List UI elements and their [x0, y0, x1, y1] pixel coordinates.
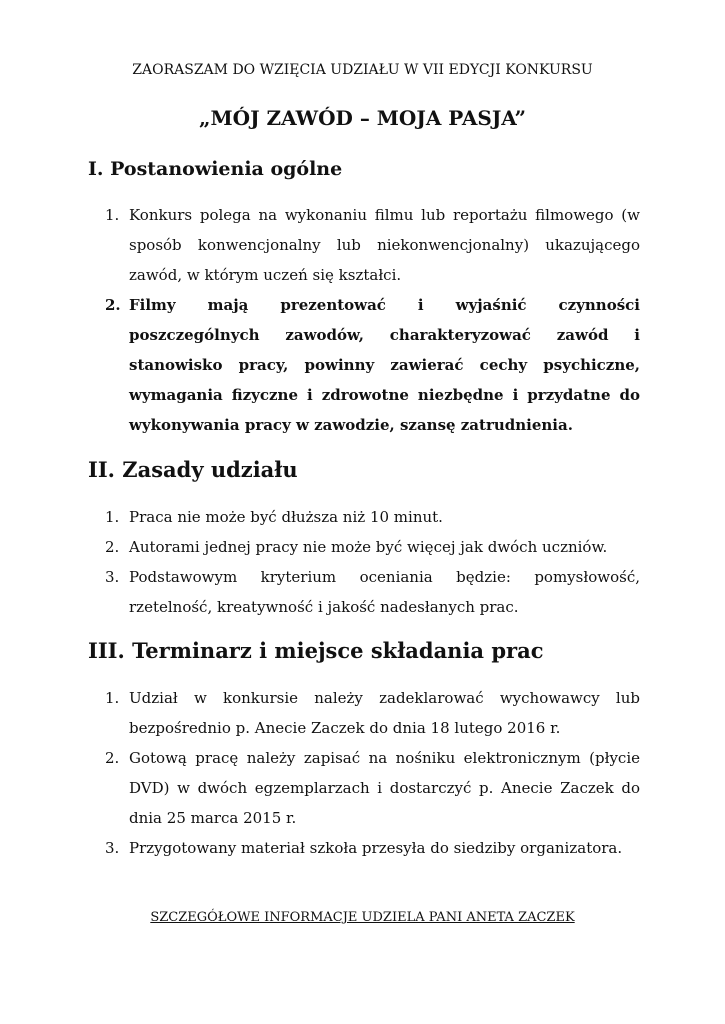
- list-item: [88, 743, 640, 833]
- item-number: 1.: [105, 508, 120, 526]
- item-text: Konkurs polega na wykonaniu filmu lub reportażu filmowego (w sposób konwencjonalny lub niekonwencjonalny) ukazującego zawód, w którym uczeń się kształci.: [129, 206, 640, 284]
- participation-rules-list: [88, 502, 640, 622]
- item-text: Praca nie może być dłuższa niż 10 minut.: [129, 508, 443, 526]
- item-number: 2.: [105, 538, 120, 556]
- list-item: [88, 502, 640, 532]
- item-text: Podstawowym kryterium oceniania będzie: pomysłowość, rzetelność, kreatywność i jakość nadesłanych prac.: [129, 568, 640, 616]
- contact-footer: SZCZEGÓŁOWE INFORMACJE UDZIELA PANI ANETA ZACZEK: [150, 910, 575, 925]
- list-item: [88, 532, 640, 562]
- contest-title: „MÓJ ZAWÓD – MOJA PASJA”: [199, 106, 526, 130]
- list-item: [88, 200, 640, 290]
- list-item: [88, 562, 640, 622]
- general-provisions-list: [88, 200, 640, 440]
- item-number: 1.: [105, 689, 120, 707]
- list-item: [88, 833, 640, 863]
- section-heading-schedule: III. Terminarz i miejsce składania prac: [88, 638, 544, 663]
- item-number: 2.: [105, 296, 121, 314]
- schedule-list: [88, 683, 640, 863]
- list-item: [88, 290, 640, 440]
- item-number: 2.: [105, 749, 120, 767]
- item-text: Przygotowany materiał szkoła przesyła do siedziby organizatora.: [129, 839, 623, 857]
- list-item: [88, 683, 640, 743]
- item-text: Gotową pracę należy zapisać na nośniku elektronicznym (płycie DVD) w dwóch egzemplarzach i dostarczyć p. Anecie Zaczek do dnia 25 marca 2015 r.: [129, 749, 640, 827]
- item-text: Autorami jednej pracy nie może być więcej jak dwóch uczniów.: [129, 538, 608, 556]
- item-text: Udział w konkursie należy zadeklarować wychowawcy lub bezpośrednio p. Anecie Zaczek do dnia 18 lutego 2016 r.: [129, 689, 640, 737]
- invitation-line: ZAORASZAM DO WZIĘCIA UDZIAŁU W VII EDYCJI KONKURSU: [132, 62, 593, 78]
- item-number: 1.: [105, 206, 120, 224]
- item-number: 3.: [105, 839, 120, 857]
- item-number: 3.: [105, 568, 120, 586]
- section-heading-participation-rules: II. Zasady udziału: [88, 457, 298, 482]
- item-text: Filmy mają prezentować i wyjaśnić czynności poszczególnych zawodów, charakteryzować zawód i stanowisko pracy, powinny zawierać cechy psychiczne, wymagania fizyczne i zdrowotne niezbędne i przydatne do wykonywania pracy w zawodzie, szansę zatrudnienia.: [129, 296, 640, 434]
- section-heading-general-provisions: I. Postanowienia ogólne: [88, 158, 343, 180]
